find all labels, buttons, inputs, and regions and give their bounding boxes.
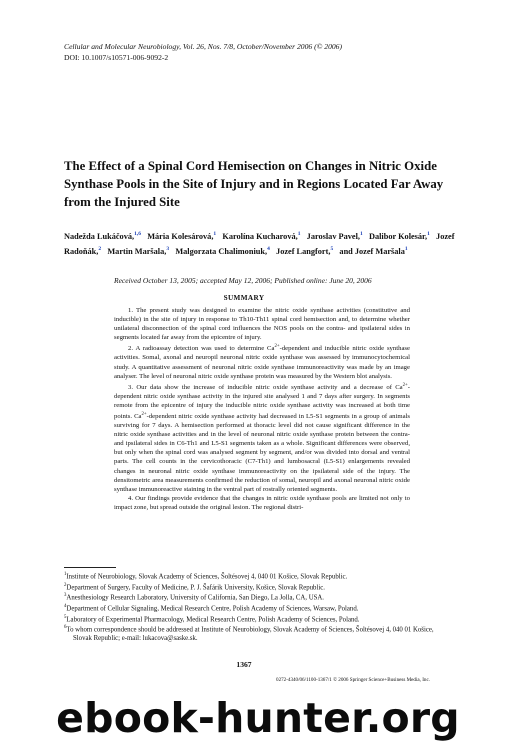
footnote-text: Laboratory of Experimental Pharmacology, Medical Research Centre, Polish Academy of Sciences, Poland.: [66, 615, 360, 623]
footnote-number: 6: [64, 625, 67, 631]
page-number: 1367: [236, 660, 252, 669]
footnotes: [64, 571, 434, 643]
author-name: [222, 232, 300, 241]
author-name-text: Karolína Kucharová,: [222, 231, 298, 241]
footnote-number: 1: [64, 572, 67, 577]
author-name-text: Dalibor Kolesár,: [368, 231, 428, 241]
summary-heading: SUMMARY: [223, 294, 265, 302]
footnote-text: Institute of Neurobiology, Slovak Academy of Sciences, Šoltésovej 4, 040 01 Košice, Slovak Republic.: [66, 573, 348, 581]
copyright-line: 0272-4340/06/1100-1367/1 © 2006 Springer Science+Business Media, Inc.: [276, 677, 430, 683]
doi: DOI: 10.1007/s10571-006-9092-2: [64, 53, 169, 62]
affiliation-marker[interactable]: 1: [213, 231, 217, 237]
footnote-text: To whom correspondence should be addressed at Institute of Neurobiology, Slovak Academy of Sciences, Šoltésovej 4, 040 01 Košice, Slovak Republic; e-mail: lukacova@saske.sk.: [66, 626, 434, 643]
footnote-number: 2: [64, 582, 67, 588]
author-name: [147, 232, 216, 241]
author-name: [276, 247, 333, 256]
footnote: [64, 571, 434, 582]
affiliation-marker[interactable]: 1: [427, 231, 430, 237]
footnote: [64, 614, 434, 625]
affiliation-marker[interactable]: 2: [98, 246, 102, 253]
author-name-text: Nadežda Lukáčová,: [64, 231, 135, 241]
summary-paragraph: 2. A radioassay detection was used to determine $Ca^{2+}$-dependent and inducible nitric oxide synthase activities. Somal, axonal and neuropil neuronal nitric oxide synthase was assessed by immunocytochemical study. A quantitative assessment of neuronal nitric oxide synthase immunoreactivity was made by an image analyser. The level of neuronal nitric oxide synthase protein was measured by the Western blot analysis.: [114, 344, 410, 380]
watermark: ebook-hunter.org: [56, 694, 460, 742]
footnote-text: Anesthesiology Research Laboratory, University of California, San Diego, La Jolla, CA, USA.: [66, 594, 325, 602]
journal-citation: Cellular and Molecular Neurobiology, Vol. 26, Nos. 7/8, October/November 2006 (© 2006): [64, 42, 342, 51]
footnote: [64, 603, 434, 614]
affiliation-marker[interactable]: 1: [359, 231, 363, 237]
author-name: [64, 232, 141, 241]
footnote-number: 4: [64, 604, 67, 610]
summary-paragraph: 4. Our findings provide evidence that the changes in nitric oxide synthase pools are limited not only to impact zone, but spread outside the original lesion. The regional distri-: [114, 494, 410, 511]
author-name-text: Jaroslav Pavel,: [306, 231, 360, 241]
affiliation-marker[interactable]: 3: [166, 246, 170, 253]
affiliation-marker[interactable]: 1: [297, 231, 301, 237]
affiliation-marker[interactable]: 1,6: [134, 231, 141, 237]
footnote-number: 5: [64, 614, 67, 620]
author-name-text: Jozef Radoňák,: [64, 231, 455, 257]
article-title: The Effect of a Spinal Cord Hemisection on Changes in Nitric Oxide Synthase Pools in the Site of Injury and in Regions Located Far Away from the Injured Site: [64, 159, 444, 209]
author-name-text: Jozef Langfort,: [276, 247, 331, 257]
author-name-text: Malgorzata Chalimoniuk,: [175, 247, 268, 257]
footnote-text: Department of Surgery, Faculty of Medicine, P. J. Šafárik University, Košice, Slovak Republic.: [66, 583, 325, 591]
affiliation-marker[interactable]: 5: [330, 246, 334, 253]
author-name: [175, 247, 269, 256]
author-name: [369, 232, 430, 241]
footnote-number: 3: [64, 593, 67, 599]
footnote-text: Department of Cellular Signaling, Medical Research Centre, Polish Academy of Sciences, Warsaw, Poland.: [66, 605, 359, 613]
author-name: [339, 247, 407, 256]
author-name: [107, 247, 169, 256]
summary-text: [114, 306, 410, 512]
footnote-divider: [64, 567, 116, 568]
footnote: [64, 624, 434, 643]
received-dates: Received October 13, 2005; accepted May 12, 2006; Published online: June 20, 2006: [114, 276, 372, 285]
summary-paragraph: 3. Our data show the increase of inducible nitric oxide synthase activity and a decrease of $Ca^{2+}$-dependent nitric oxide synthase activity in the injured site analysed 1 and 7 days after surgery. In segments remote from the epicentre of injury the inducible nitric oxide synthase activity was increased at both time points. $Ca^{2+}$-dependent nitric oxide synthase activity had decreased in L5-S1 segments in a group of animals surviving for 7 days. A hemisection performed at thoracic level did not cause significant difference in the nitric oxide synthase activities and in the level of neuronal nitric oxide synthase protein between the contra- and ipsilateral sides in C6-Th1 and L5-S1 segments taken as a whole. Significant differences were observed, but only when the spinal cord was analysed segment by segment, and/or was divided into dorsal and ventral parts. The cell counts in the cervicothoracic (C7-Th1) and lumbosacral (L5-S1) enlargements revealed changes in neuronal nitric oxide synthase immunoreactivity on the ipsilateral side of the injury. The densitometric area measurements confirmed the reduction of somal, neuropil and axonal neuronal nitric oxide synthase immunoreactive staining in the ventral part of rostrally oriented segments.: [114, 382, 410, 493]
summary-paragraph: 1. The present study was designed to examine the nitric oxide synthase activities (constitutive and inducible) in the site of injury in response to Th10-Th11 spinal cord hemisection and, to determine whether unilateral disconnection of the spinal cord influences the NOS pools on the contra- and ipsilateral sides in segments located far away from the epicentre of injury.: [114, 307, 410, 342]
author-name-text: and Jozef Maršala: [339, 247, 405, 257]
author-name-text: Mária Kolesárová,: [147, 231, 214, 241]
affiliation-marker[interactable]: 1: [404, 246, 408, 253]
footnote: [64, 582, 434, 593]
author-list: [64, 228, 464, 259]
affiliation-marker[interactable]: 4: [267, 246, 270, 253]
footnote: [64, 592, 434, 603]
author-name: [307, 232, 363, 241]
author-name-text: Martin Maršala,: [107, 247, 167, 257]
